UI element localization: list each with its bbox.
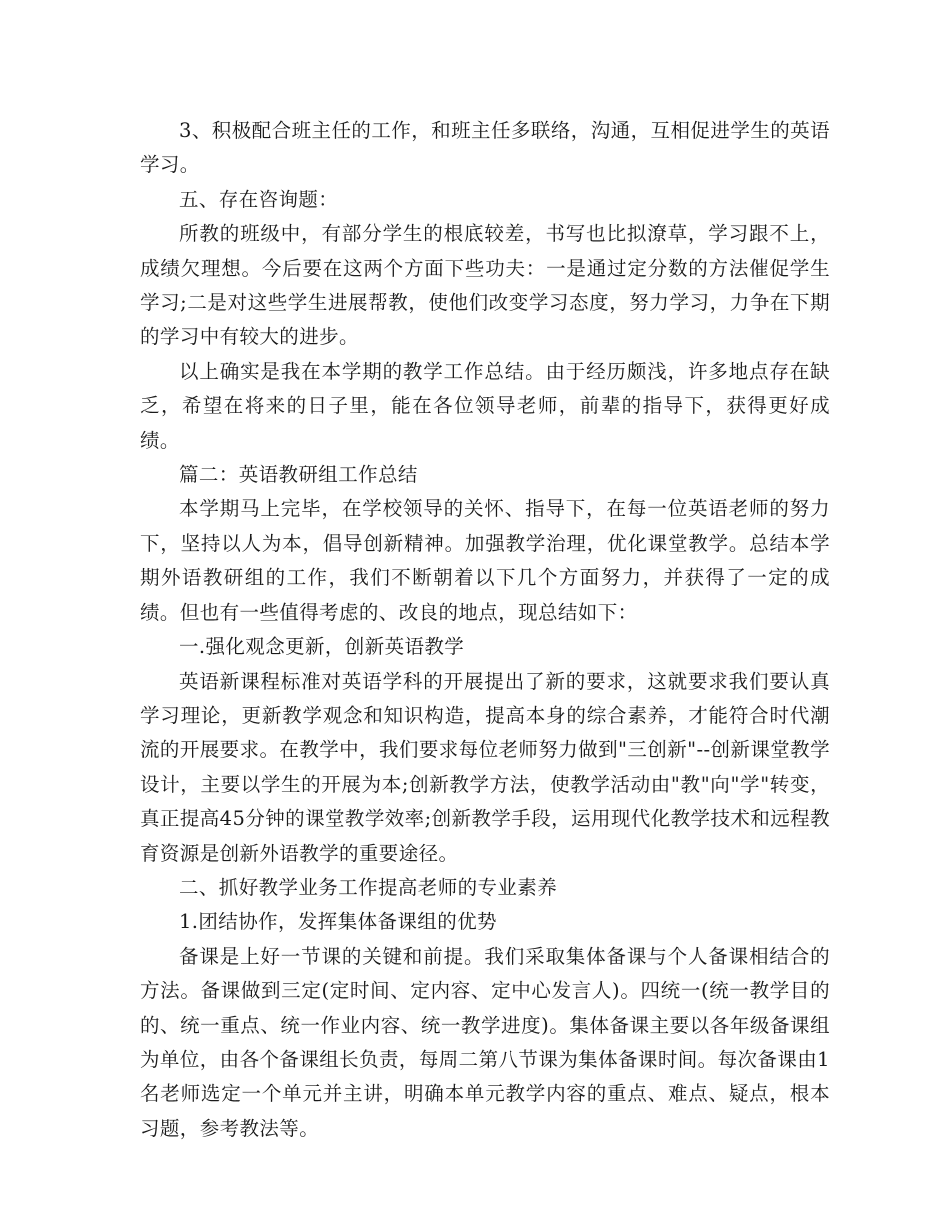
article-title-part-two: 篇二：英语教研组工作总结 — [179, 463, 418, 487]
paragraph-lesson-prep: 备课是上好一节课的关键和前提。我们采取集体备课与个人备课相结合的方法。备课做到三定(定时间、定内容、定中心发言人)。四统一(统一教学目的的、统一重点、统一作业内容、统一教学进度)。集体备课主要以各年级备课组为单位，由各个备课组长负责，每周二第八节课为集体备课时间。每次备课由1名老师选定一个单元并主讲，明确本单元教学内容的重点、难点、疑点，根本习题，参考教法等。 — [140, 944, 830, 1140]
paragraph-problems: 所教的班级中，有部分学生的根底较差，书写也比拟潦草，学习跟不上，成绩欠理想。今后要在这两个方面下些功夫：一是通过定分数的方法催促学生学习;二是对这些学生进展帮教，使他们改变学习态度，努力学习，力争在下期的学习中有较大的进步。 — [140, 222, 830, 349]
paragraph-intro: 本学期马上完毕，在学校领导的关怀、指导下，在每一位英语老师的努力下，坚持以人为本，倡导创新精神。加强教学治理，优化课堂教学。总结本学期外语教研组的工作，我们不断朝着以下几个方面努力，并获得了一定的成绩。但也有一些值得考虑的、改良的地点，现总结如下： — [140, 497, 830, 624]
subsection-heading-1: 1.团结协作，发挥集体备课组的优势 — [179, 910, 497, 934]
paragraph-item-3: 3、积极配合班主任的工作，和班主任多联络，沟通，互相促进学生的英语学习。 — [140, 119, 830, 177]
section-heading-two: 二、抓好教学业务工作提高老师的专业素养 — [179, 875, 558, 899]
document-body — [140, 114, 830, 1146]
paragraph-new-curriculum: 英语新课程标准对英语学科的开展提出了新的要求，这就要求我们要认真学习理论，更新教学观念和知识构造，提高本身的综合素养，才能符合时代潮流的开展要求。在教学中，我们要求每位老师努力做到"三创新"--创新课堂教学设计，主要以学生的开展为本;创新教学方法，使教学活动由"教"向"学"转变，真正提高45分钟的课堂教学效率;创新教学手段，运用现代化教学技术和远程教育资源是创新外语教学的重要途径。 — [140, 669, 830, 865]
section-heading-one: 一.强化观念更新，创新英语教学 — [179, 635, 465, 659]
section-heading-problems: 五、存在咨询题： — [179, 187, 339, 211]
paragraph-summary-closing: 以上确实是我在本学期的教学工作总结。由于经历颇浅，许多地点存在缺乏，希望在将来的日子里，能在各位领导老师，前辈的指导下，获得更好成绩。 — [140, 359, 830, 452]
